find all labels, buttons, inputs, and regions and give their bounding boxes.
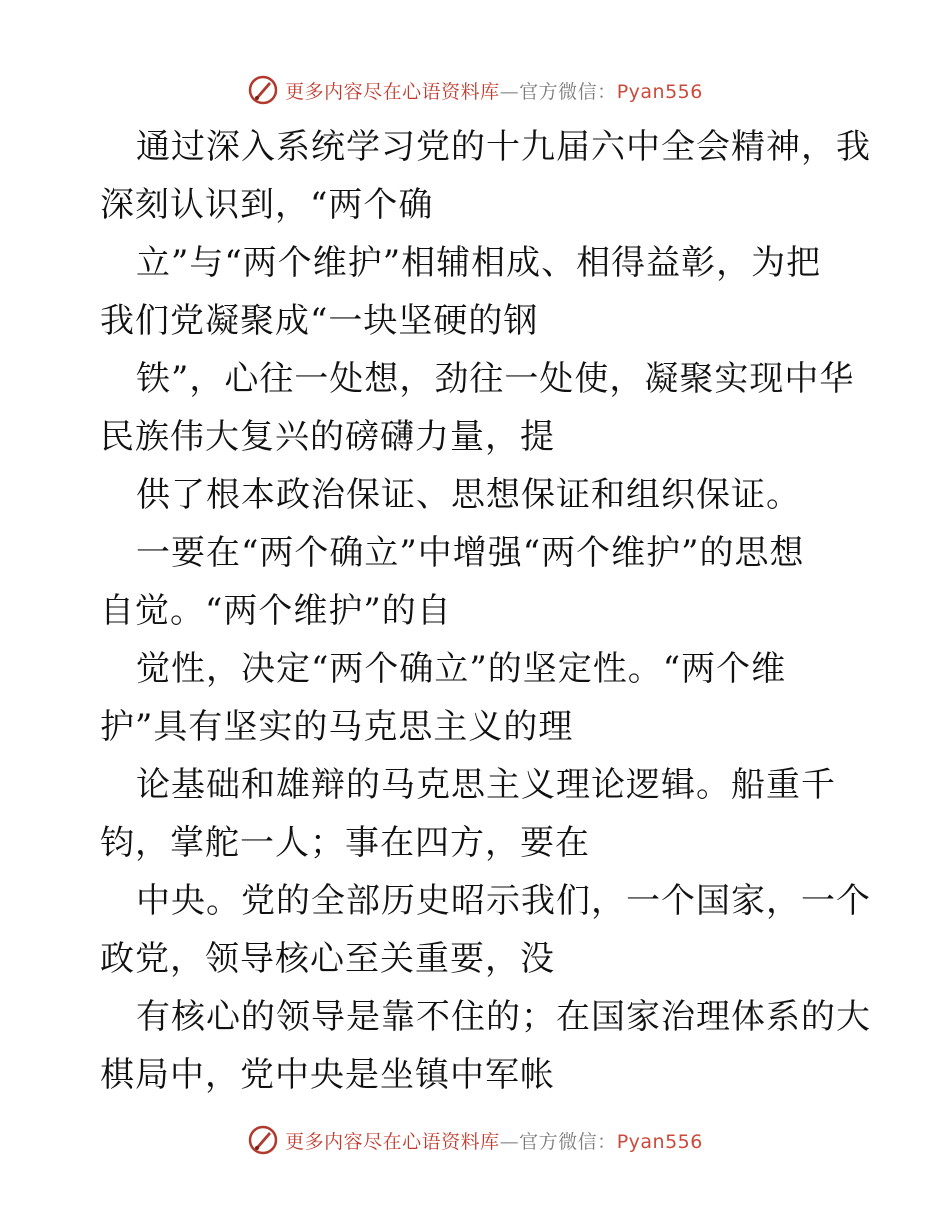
footer-brand bbox=[247, 1124, 703, 1156]
paragraph-2-line-1: 立”与“两个维护”相辅相成、相得益彰，为把 bbox=[136, 243, 822, 283]
paragraph-3 bbox=[100, 350, 860, 466]
paragraph-3-line-1: 铁”，心往一处想，劲往一处使，凝聚实现中华 bbox=[136, 359, 855, 399]
paragraph-8 bbox=[100, 872, 871, 988]
paragraph-9 bbox=[100, 988, 871, 1104]
document-body bbox=[100, 118, 871, 1104]
page-header bbox=[0, 70, 950, 110]
quill-logo-icon bbox=[247, 74, 279, 106]
paragraph-5 bbox=[100, 524, 860, 640]
footer-separator: — bbox=[499, 1130, 520, 1153]
footer-brand-text bbox=[285, 1127, 703, 1154]
paragraph-4 bbox=[100, 466, 860, 524]
paragraph-2 bbox=[100, 234, 860, 350]
paragraph-8-line-2: 政党，领导核心至关重要，没 bbox=[100, 939, 555, 979]
footer-brand-name: 更多内容尽在心语资料库 bbox=[285, 1130, 500, 1153]
footer-wechat-label: 官方微信： bbox=[519, 1130, 617, 1153]
paragraph-7-line-2: 钧，掌舵一人；事在四方，要在 bbox=[100, 823, 590, 863]
header-wechat-label: 官方微信： bbox=[519, 80, 617, 103]
paragraph-9-line-1: 有核心的领导是靠不住的；在国家治理体系的大 bbox=[136, 997, 871, 1037]
header-brand-text bbox=[285, 77, 703, 104]
paragraph-7 bbox=[100, 756, 860, 872]
paragraph-9-line-2: 棋局中，党中央是坐镇中军帐 bbox=[100, 1055, 555, 1095]
footer-wechat-id: Pyan556 bbox=[616, 1130, 703, 1153]
header-wechat-id: Pyan556 bbox=[616, 80, 703, 103]
paragraph-1-line-2: 深刻认识到，“两个确 bbox=[100, 185, 434, 225]
paragraph-6 bbox=[100, 640, 860, 756]
paragraph-1 bbox=[100, 118, 871, 234]
header-brand-name: 更多内容尽在心语资料库 bbox=[285, 80, 500, 103]
paragraph-4-line-1: 供了根本政治保证、思想保证和组织保证。 bbox=[136, 475, 801, 515]
paragraph-6-line-1: 觉性，决定“两个确立”的坚定性。“两个维 bbox=[136, 649, 787, 689]
header-separator: — bbox=[499, 80, 520, 103]
header-brand bbox=[247, 74, 703, 106]
paragraph-8-line-1: 中央。党的全部历史昭示我们，一个国家，一个 bbox=[136, 881, 871, 921]
paragraph-5-line-1: 一要在“两个确立”中增强“两个维护”的思想 bbox=[136, 533, 805, 573]
paragraph-1-line-1: 通过深入系统学习党的十九届六中全会精神，我 bbox=[136, 127, 871, 167]
paragraph-7-line-1: 论基础和雄辩的马克思主义理论逻辑。船重千 bbox=[136, 765, 836, 805]
paragraph-2-line-2: 我们党凝聚成“一块坚硬的钢 bbox=[100, 301, 539, 341]
page-footer bbox=[0, 1120, 950, 1160]
paragraph-5-line-2: 自觉。“两个维护”的自 bbox=[100, 591, 452, 631]
paragraph-3-line-2: 民族伟大复兴的磅礴力量，提 bbox=[100, 417, 555, 457]
quill-logo-icon bbox=[247, 1124, 279, 1156]
paragraph-6-line-2: 护”具有坚实的马克思主义的理 bbox=[100, 707, 574, 747]
